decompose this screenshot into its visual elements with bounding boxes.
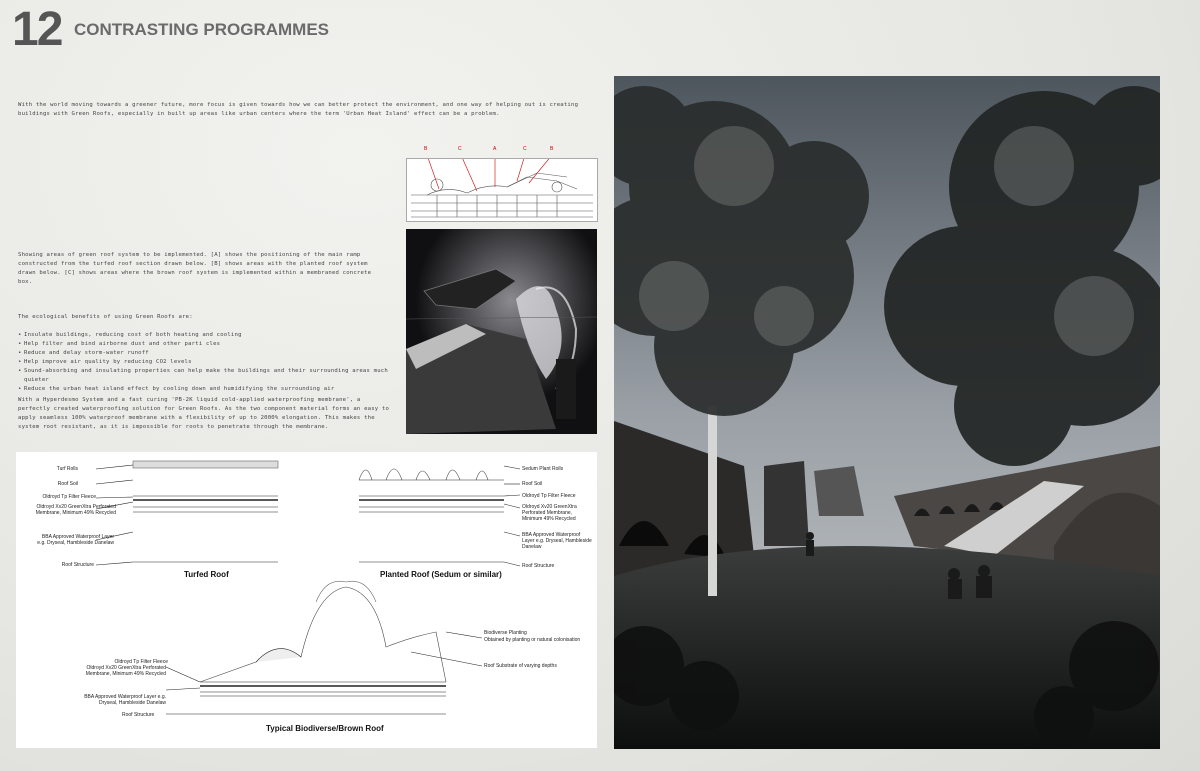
marker-c-left: C [458,146,462,152]
page-title: CONTRASTING PROGRAMMES [74,20,329,39]
marker-c-right: C [523,146,527,152]
page-number: 12 [12,3,62,56]
brown-label-structure: Roof Structure [122,712,155,718]
marker-b-left: B [424,146,428,152]
turfed-label-membrane: Oldroyd Xv20 GreenXtra Perforated Membrane, Minimum 49% Recycled [35,504,116,516]
benefit-item: • Reduce and delay storm-water runoff [18,349,388,358]
turfed-label-structure: Roof Structure [61,562,94,568]
benefit-item: • Reduce the urban heat island effect by cooling down and humidifying the surrounding air [18,385,388,394]
turfed-label-waterproof: BBA Approved Waterproof Layer e.g. Dryseal, Hambleside Danelaw [37,534,114,546]
planted-label-structure: Roof Structure [522,563,555,569]
brown-label-substrate: Roof Substrate of varying depths [484,663,557,669]
turfed-roof-caption: Turfed Roof [184,570,229,579]
marker-a: A [493,146,497,152]
planted-roof-caption: Planted Roof (Sedum or similar) [380,570,502,579]
benefit-item: • Sound-absorbing and insulating properties can help make the buildings and their surrounding areas much quieter [18,367,388,385]
planted-label-waterproof: BBA Approved Waterproof Layer e.g. Dryseal, Hambleside Danelaw [522,532,592,550]
brown-label-filter-fleece: Oldroyd Tp Filter Fleece [114,659,168,665]
planted-label-membrane: Oldroyd Xv20 GreenXtra Perforated Membrane, Minimum 49% Recycled [522,504,577,522]
marker-b-right: B [550,146,554,152]
planted-label-filter-fleece: Oldroyd Tp Filter Fleece [522,493,576,499]
site-section-diagram [406,146,598,222]
planted-label-roof-soil: Roof Soil [522,481,543,487]
turfed-label-turf-rolls: Turf Rolls [56,466,78,472]
benefit-item: • Help filter and bind airborne dust and other parti cles [18,340,388,349]
landscape-render-image [614,76,1160,749]
ramp-render-image [406,229,597,434]
turfed-label-roof-soil: Roof Soil [57,481,78,487]
brown-label-waterproof: BBA Approved Waterproof Layer e.g. Dryseal, Hambleside Danelaw [84,694,166,706]
turfed-label-filter-fleece: Oldroyd Tp Filter Fleece [42,494,96,500]
roof-areas-paragraph: Showing areas of green roof system to be implemented. [A] shows the positioning of the main ramp constructed from the turfed roof section drawn below. [B] shows areas with the planted roof system drawn below. [C] shows areas where the brown roof system is implemented within a membraned concrete box. [18,252,372,285]
benefits-list [18,331,388,394]
benefits-section [18,313,388,394]
intro-paragraph: With the world moving towards a greener future, more focus is given towards how we can better protect the environment, and one way of helping out is creating buildings with Green Roofs, especially in built up areas like urban centers where the term 'Urban Heat Island' effect can be a problem. [18,102,579,117]
section-drawing [407,159,597,221]
brown-label-planting-note: Obtained by planting or natural colonisation [484,637,581,643]
planted-label-sedum: Sedum Plant Rolls [522,466,564,472]
brown-roof-caption: Typical Biodiverse/Brown Roof [266,724,384,733]
waterproofing-paragraph: With a Hyperdesmo System and a fast curing 'PB-2K liquid cold-applied waterproofing membrane', a perfectly created waterproofing solution for Green Roofs. As the two component material forms an easy to apply seamless 100% waterproof membrane with a flexibility of up to 2000% elongation. This makes the system root resistant, as it is impossible for roots to penetrate through the membrane. [18,397,390,430]
benefits-intro: The ecological benefits of using Green Roofs are: [18,314,193,320]
brown-label-planting: Biodiverse Planting [484,630,527,636]
benefit-item: • Help improve air quality by reducing CO2 levels [18,358,388,367]
brown-label-membrane: Oldroyd Xv20 GreenXtra Perforated Membrane, Minimum 49% Recycled [85,665,166,677]
benefit-item: • Insulate buildings, reducing cost of both heating and cooling [18,331,388,340]
roof-details-panel [16,452,597,748]
